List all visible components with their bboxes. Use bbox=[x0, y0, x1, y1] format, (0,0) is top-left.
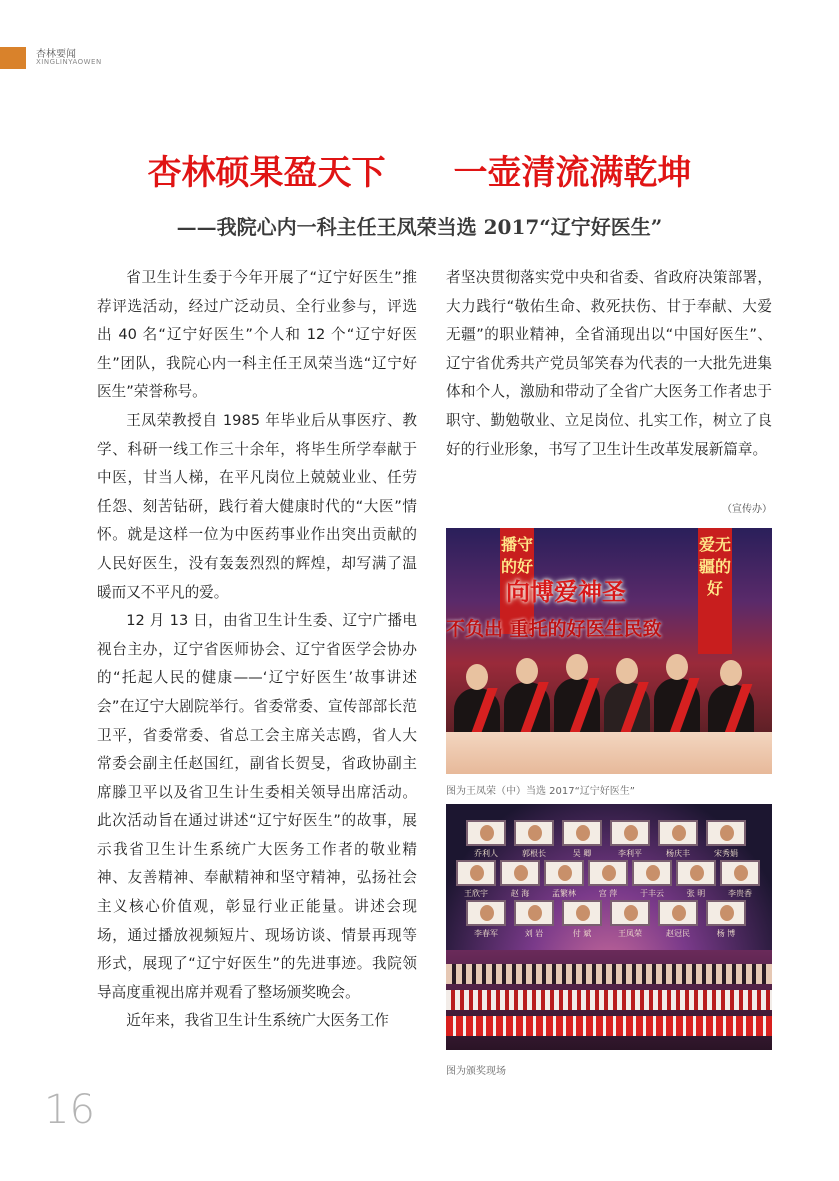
screen-name: 张 明 bbox=[686, 889, 706, 898]
section-accent-bar bbox=[0, 47, 26, 69]
portrait-screen bbox=[562, 820, 602, 846]
portrait-screen bbox=[514, 900, 554, 926]
performer-row bbox=[446, 964, 772, 984]
screen-name: 王欣宇 bbox=[464, 889, 488, 898]
left-column bbox=[97, 264, 417, 1036]
portrait-screen bbox=[610, 820, 650, 846]
children-row bbox=[446, 732, 772, 774]
screen-name: 赵冠民 bbox=[666, 929, 690, 938]
paragraph-2: 王凤荣教授自 1985 年毕业后从事医疗、教学、科研一线工作三十余年，将毕生所学奉献于中医，甘当人梯，在平凡岗位上兢兢业业、任劳任怨、刻苦钻研，践行着大健康时代的“大医”情怀。就是这样一位为中医药事业作出突出贡献的人民好医生，没有轰轰烈烈的辉煌，却写满了温暖而又不平凡的爱。 bbox=[97, 411, 417, 601]
photo1-caption: 图为王凤荣（中）当选 2017“辽宁好医生” bbox=[446, 786, 635, 797]
vertical-banner-right: 爱无疆的好 bbox=[698, 528, 732, 654]
article-subtitle: ——我院心内一科主任王凤荣当选 2017“辽宁好医生” bbox=[176, 215, 663, 239]
vertical-banner-left: 播守的好 bbox=[500, 528, 534, 634]
screen-name: 赵 海 bbox=[510, 889, 530, 898]
photo2-caption: 图为颁奖现场 bbox=[446, 1066, 506, 1077]
portrait-screen bbox=[562, 900, 602, 926]
portrait-screen bbox=[456, 860, 496, 886]
portrait-screen bbox=[544, 860, 584, 886]
portrait-screen bbox=[658, 820, 698, 846]
author-credit: （宣传办） bbox=[722, 504, 772, 515]
screen-name: 李利平 bbox=[618, 849, 642, 858]
portrait-screen bbox=[658, 900, 698, 926]
portrait-screen bbox=[632, 860, 672, 886]
screen-name: 吴 卿 bbox=[572, 849, 592, 858]
section-label: 杏林要闻 bbox=[36, 49, 76, 60]
stage-banner-text-2: 不负出 重托的好医生民致 bbox=[446, 618, 662, 640]
portrait-screen bbox=[466, 820, 506, 846]
portrait-screen bbox=[500, 860, 540, 886]
screen-name: 李春军 bbox=[474, 929, 498, 938]
award-winners-photo bbox=[446, 528, 772, 774]
screen-name: 孟繁林 bbox=[552, 889, 576, 898]
screen-name: 宋秀娟 bbox=[714, 849, 738, 858]
portrait-screen bbox=[610, 900, 650, 926]
portrait-screen bbox=[706, 820, 746, 846]
performer-row bbox=[446, 990, 772, 1010]
screen-name: 刘 岩 bbox=[524, 929, 544, 938]
portrait-screen bbox=[514, 820, 554, 846]
stage-banner-text: 向博爱神圣 bbox=[506, 577, 626, 606]
screen-name: 杨庆丰 bbox=[666, 849, 690, 858]
performer-row bbox=[446, 1016, 772, 1036]
screen-name: 杨 博 bbox=[716, 929, 736, 938]
stage-crowd bbox=[446, 950, 772, 1050]
portrait-screen bbox=[466, 900, 506, 926]
portrait-screen bbox=[706, 900, 746, 926]
paragraph-1: 省卫生计生委于今年开展了“辽宁好医生”推荐评选活动，经过广泛动员、全行业参与，评选出 40 名“辽宁好医生”个人和 12 个“辽宁好医生”团队，我院心内一科主任王凤荣当选“辽宁好医生”荣誉称号。 bbox=[97, 269, 417, 401]
screen-name: 宫 萍 bbox=[598, 889, 618, 898]
paragraph-4: 近年来，我省卫生计生系统广大医务工作 bbox=[126, 1012, 389, 1030]
section-label-pinyin: XINGLINYAOWEN bbox=[36, 58, 102, 66]
screen-name: 付 斌 bbox=[572, 929, 592, 938]
people-group bbox=[446, 658, 772, 774]
screen-name: 郭根长 bbox=[522, 849, 546, 858]
ceremony-stage-photo bbox=[446, 804, 772, 1050]
portrait-screen bbox=[676, 860, 716, 886]
screen-name: 乔利人 bbox=[474, 849, 498, 858]
portrait-screen bbox=[720, 860, 760, 886]
portrait-screen bbox=[588, 860, 628, 886]
paragraph-3: 12 月 13 日，由省卫生计生委、辽宁广播电视台主办，辽宁省医师协会、辽宁省医学会协办的“托起人民的健康——‘辽宁好医生’故事讲述会”在辽宁大剧院举行。省委常委、宣传部部长范卫平，省委常委、省总工会主席关志鸥，省人大常委会副主任赵国红，副省长贺旻，省政协副主席滕卫平以及省卫生计生委相关领导出席活动。此次活动旨在通过讲述“辽宁好医生”的故事，展示我省卫生计生系统广大医务工作者的敬业精神、友善精神、奉献精神和坚守精神，弘扬社会主义核心价值观，彰显行业正能量。讲述会现场，通过播放视频短片、现场访谈、情景再现等形式，展现了“辽宁好医生”的先进事迹。我院领导高度重视出席并观看了整场颁奖晚会。 bbox=[97, 612, 417, 1001]
right-column bbox=[446, 264, 772, 464]
page-number: 16 bbox=[44, 1087, 95, 1133]
paragraph-continued: 者坚决贯彻落实党中央和省委、省政府决策部署，大力践行“敬佑生命、救死扶伤、甘于奉献、大爱无疆”的职业精神，全省涌现出以“中国好医生”、辽宁省优秀共产党员邹笑春为代表的一大批先进集体和个人，激励和带动了全省广大医务工作者忠于职守、勤勉敬业、立足岗位、扎实工作，树立了良好的行业形象，书写了卫生计生改革发展新篇章。 bbox=[446, 269, 772, 458]
screen-name: 于丰云 bbox=[640, 889, 664, 898]
article-title: 杏林硕果盈天下 一壶清流满乾坤 bbox=[147, 153, 692, 193]
screen-name: 李贵香 bbox=[728, 889, 752, 898]
screen-name: 王凤荣 bbox=[618, 929, 642, 938]
